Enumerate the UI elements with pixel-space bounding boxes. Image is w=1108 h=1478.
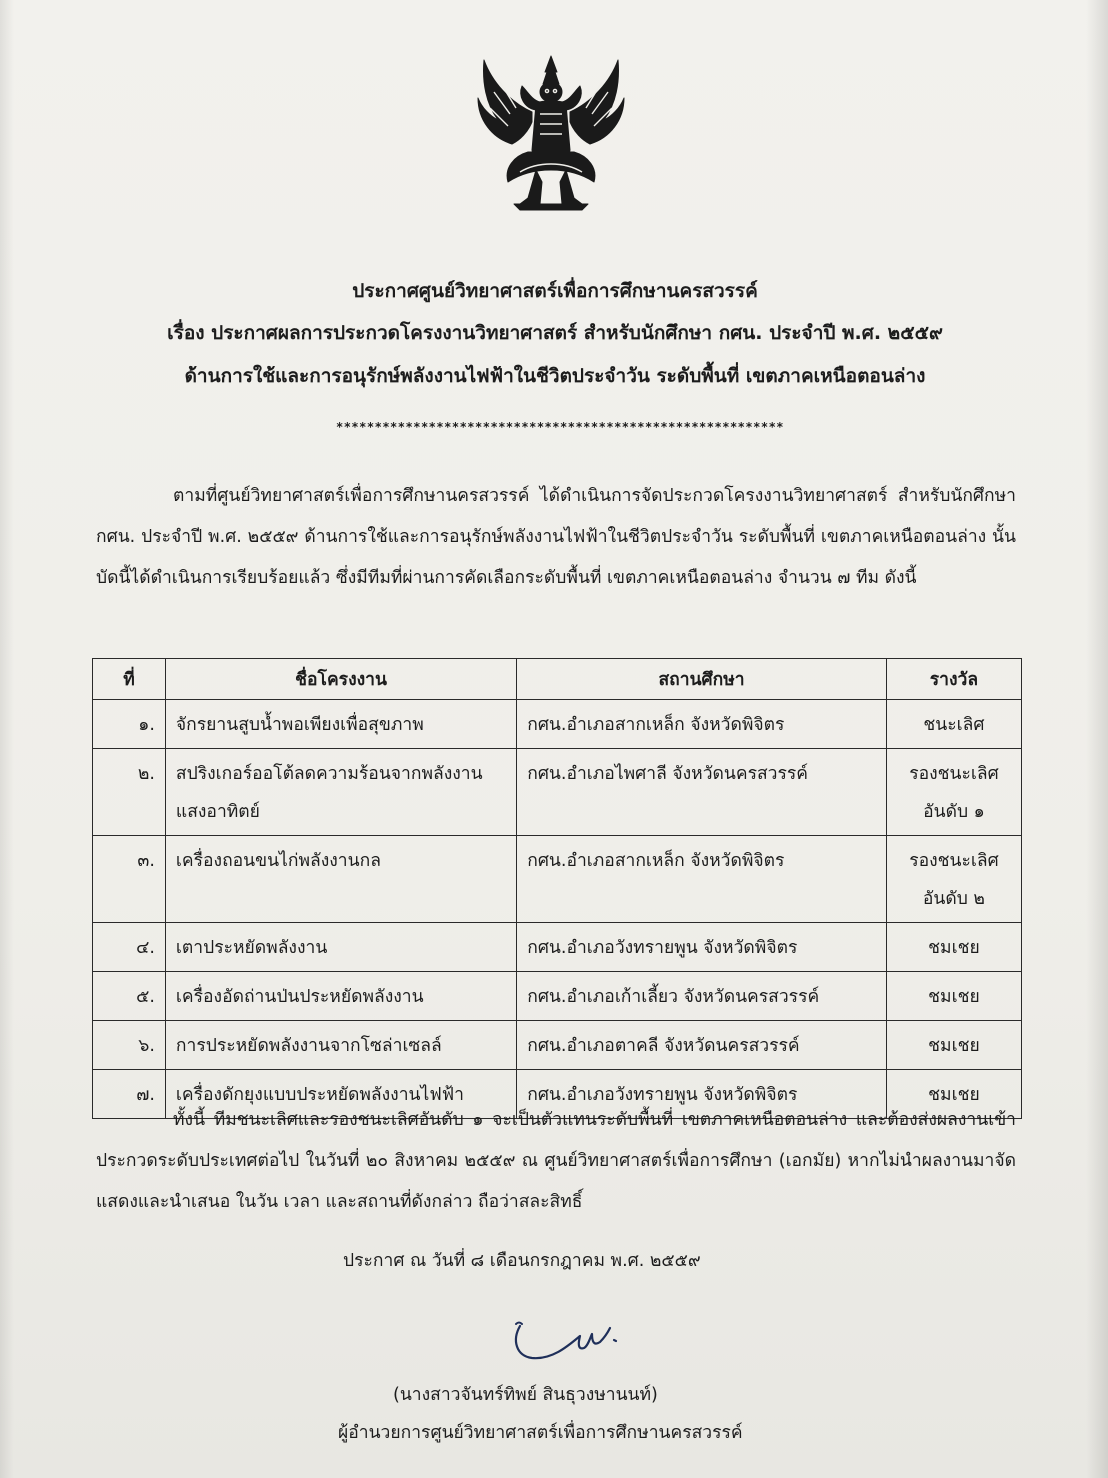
row-project: การประหยัดพลังงานจากโซล่าเซลล์ [165,1021,516,1070]
row-no: ๕. [93,972,166,1021]
row-award: ชมเชย [886,1021,1021,1070]
row-project: จักรยานสูบน้ำพอเพียงเพื่อสุขภาพ [165,700,516,749]
signer-name: (นางสาวจันทร์ทิพย์ สินธุวงษานนท์) [393,1385,658,1405]
row-institution: กศน.อำเภอตาคลี จังหวัดนครสวรรค์ [517,1021,887,1070]
header-institution: สถานศึกษา [517,659,887,700]
intro-paragraph: ตามที่ศูนย์วิทยาศาสตร์เพื่อการศึกษานครสวรรค์ ได้ดำเนินการจัดประกวดโครงงานวิทยาศาสตร์ สำหรับนักศึกษา กศน. ประจำปี พ.ศ. ๒๕๕๙ ด้านการใช้และการอนุรักษ์พลังงานไฟฟ้าในชีวิตประจำวัน ระดับพื้นที่ เขตภาคเหนือตอนล่าง นั้น บัดนี้ได้ดำเนินการเรียบร้อยแล้ว ซึ่งมีทีมที่ผ่านการคัดเลือกระดับพื้นที่ เขตภาคเหนือตอนล่าง จำนวน ๗ ทีม ดังนี้ [96,486,1016,588]
row-project: เครื่องอัดถ่านป่นประหยัดพลังงาน [165,972,516,1021]
page-shadow-right [1086,0,1108,1478]
announcement-title: ประกาศศูนย์วิทยาศาสตร์เพื่อการศึกษานครสวรรค์ [352,280,758,302]
header-project: ชื่อโครงงาน [165,659,516,700]
announcement-date: ประกาศ ณ วันที่ ๘ เดือนกรกฎาคม พ.ศ. ๒๕๕๙ [343,1251,701,1271]
announcement-scope: ด้านการใช้และการอนุรักษ์พลังงานไฟฟ้าในชีวิตประจำวัน ระดับพื้นที่ เขตภาคเหนือตอนล่าง [184,365,926,387]
star-separator: ********************************************************** [335,420,785,434]
table-row [93,836,1022,923]
row-award: ชมเชย [886,1070,1021,1119]
row-no: ๗. [93,1070,166,1119]
table-row [93,700,1022,749]
results-table [92,658,1022,1119]
table-row [93,1021,1022,1070]
row-institution: กศน.อำเภอวังทรายพูน จังหวัดพิจิตร [517,923,887,972]
row-no: ๔. [93,923,166,972]
row-institution: กศน.อำเภอสากเหล็ก จังหวัดพิจิตร [517,836,887,923]
row-institution: กศน.อำเภอไพศาลี จังหวัดนครสวรรค์ [517,749,887,836]
row-award: ชมเชย [886,972,1021,1021]
row-no: ๒. [93,749,166,836]
page-shadow-left [0,0,14,1478]
row-award: รองชนะเลิศอันดับ ๑ [886,749,1021,836]
row-project: สปริงเกอร์ออโต้ลดความร้อนจากพลังงานแสงอาทิตย์ [165,749,516,836]
row-project: เตาประหยัดพลังงาน [165,923,516,972]
row-award: ชมเชย [886,923,1021,972]
row-award: รองชนะเลิศอันดับ ๒ [886,836,1021,923]
row-institution: กศน.อำเภอเก้าเลี้ยว จังหวัดนครสวรรค์ [517,972,887,1021]
announcement-subject: เรื่อง ประกาศผลการประกวดโครงงานวิทยาศาสตร์ สำหรับนักศึกษา กศน. ประจำปี พ.ศ. ๒๕๕๙ [167,322,943,344]
header-no: ที่ [93,659,166,700]
signer-position: ผู้อำนวยการศูนย์วิทยาศาสตร์เพื่อการศึกษานครสวรรค์ [338,1423,743,1443]
row-institution: กศน.อำเภอวังทรายพูน จังหวัดพิจิตร [517,1070,887,1119]
row-award: ชนะเลิศ [886,700,1021,749]
row-no: ๓. [93,836,166,923]
row-project: เครื่องถอนขนไก่พลังงานกล [165,836,516,923]
table-row [93,972,1022,1021]
row-no: ๑. [93,700,166,749]
garuda-emblem-icon [470,52,632,212]
header-award: รางวัล [886,659,1021,700]
table-row [93,923,1022,972]
row-institution: กศน.อำเภอสากเหล็ก จังหวัดพิจิตร [517,700,887,749]
table-header-row [93,659,1022,700]
closing-paragraph: ทั้งนี้ ทีมชนะเลิศและรองชนะเลิศอันดับ ๑ จะเป็นตัวแทนระดับพื้นที่ เขตภาคเหนือตอนล่าง และต้องส่งผลงานเข้าประกวดระดับประเทศต่อไป ในวันที่ ๒๐ สิงหาคม ๒๕๕๙ ณ ศูนย์วิทยาศาสตร์เพื่อการศึกษา (เอกมัย) หากไม่นำผลงานมาจัดแสดงและนำเสนอ ในวัน เวลา และสถานที่ดังกล่าว ถือว่าสละสิทธิ์ [96,1110,1016,1212]
row-project: เครื่องดักยุงแบบประหยัดพลังงานไฟฟ้า [165,1070,516,1119]
handwritten-signature [428,1310,668,1382]
table-row [93,749,1022,836]
row-no: ๖. [93,1021,166,1070]
